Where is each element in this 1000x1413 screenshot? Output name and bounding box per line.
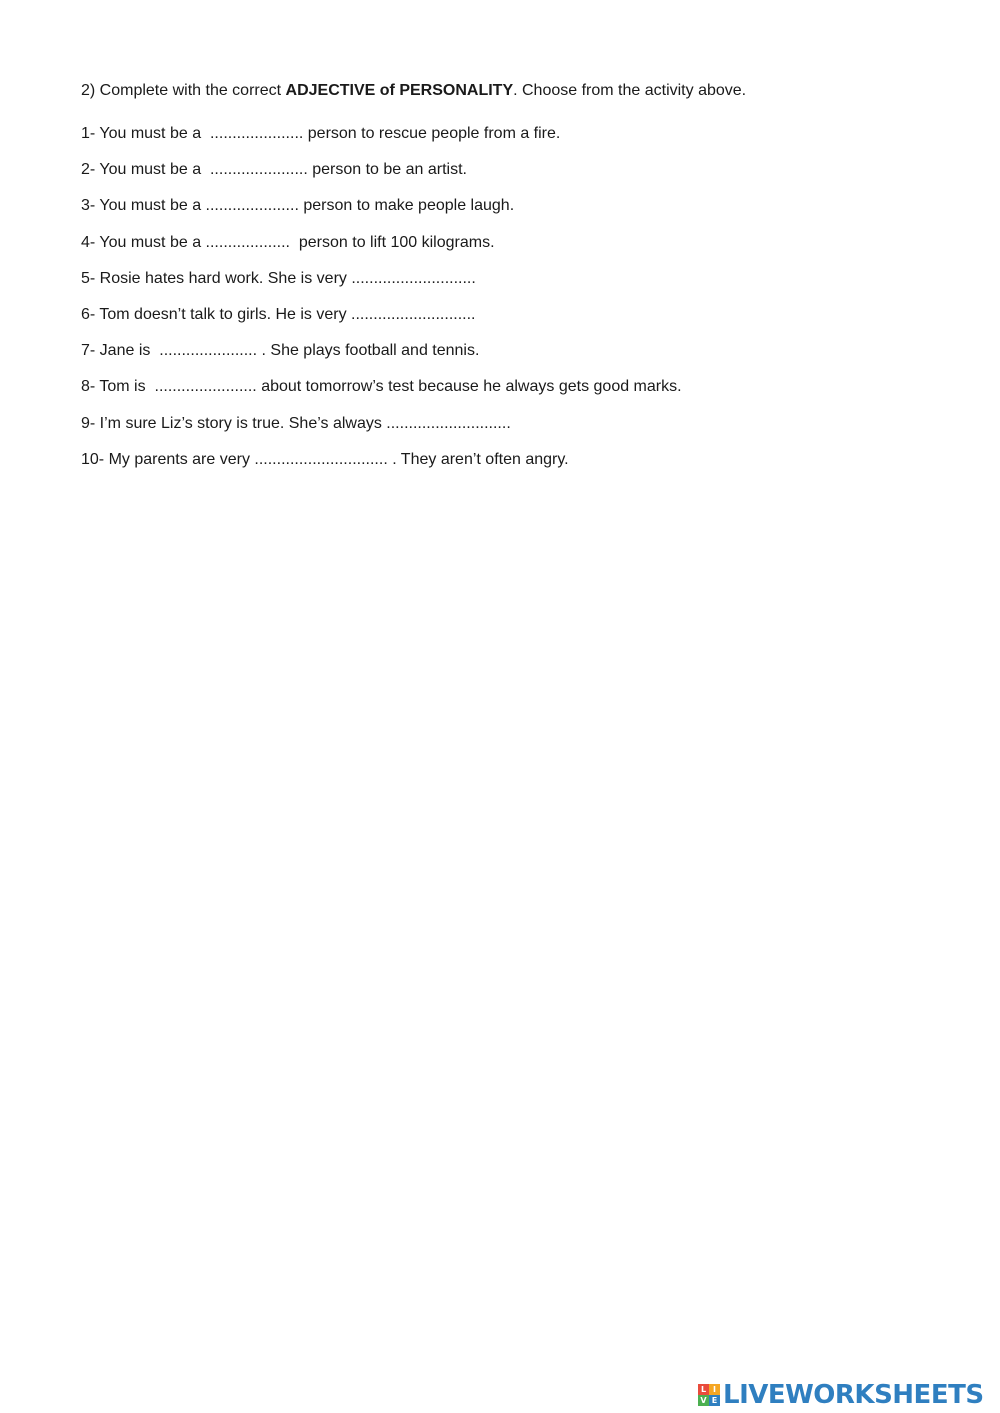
logo-mark-cell: I xyxy=(709,1384,720,1395)
exercise-item-6: 6- Tom doesn’t talk to girls. He is very ............................ xyxy=(81,305,476,323)
instruction-suffix: . Choose from the activity above. xyxy=(513,82,747,99)
instruction-text xyxy=(81,81,746,101)
exercise-item-8: 8- Tom is ....................... about tomorrow’s test because he always gets good marks. xyxy=(81,378,682,396)
exercise-item-4: 4- You must be a ................... person to lift 100 kilograms. xyxy=(81,233,495,251)
logo-text: LIVEWORKSHEETS xyxy=(723,1380,984,1410)
logo-mark-icon xyxy=(698,1384,720,1406)
logo-mark-cell: E xyxy=(709,1395,720,1406)
exercise-list xyxy=(81,124,682,486)
logo-mark-cell: L xyxy=(698,1384,709,1395)
exercise-item-2: 2- You must be a ...................... person to be an artist. xyxy=(81,161,467,179)
instruction-prefix: 2) Complete with the correct xyxy=(81,82,286,99)
exercise-item-9: 9- I’m sure Liz’s story is true. She’s always ............................ xyxy=(81,414,511,432)
exercise-item-10: 10- My parents are very .............................. . They aren’t often angry. xyxy=(81,450,569,468)
instruction-bold: ADJECTIVE of PERSONALITY xyxy=(285,82,514,99)
logo-mark-cell: V xyxy=(698,1395,709,1406)
liveworksheets-logo xyxy=(698,1378,984,1412)
exercise-item-3: 3- You must be a ..................... person to make people laugh. xyxy=(81,197,515,215)
exercise-item-5: 5- Rosie hates hard work. She is very ............................ xyxy=(81,269,476,287)
exercise-item-1: 1- You must be a ..................... person to rescue people from a fire. xyxy=(81,125,561,142)
exercise-item-7: 7- Jane is ...................... . She plays football and tennis. xyxy=(81,342,480,360)
